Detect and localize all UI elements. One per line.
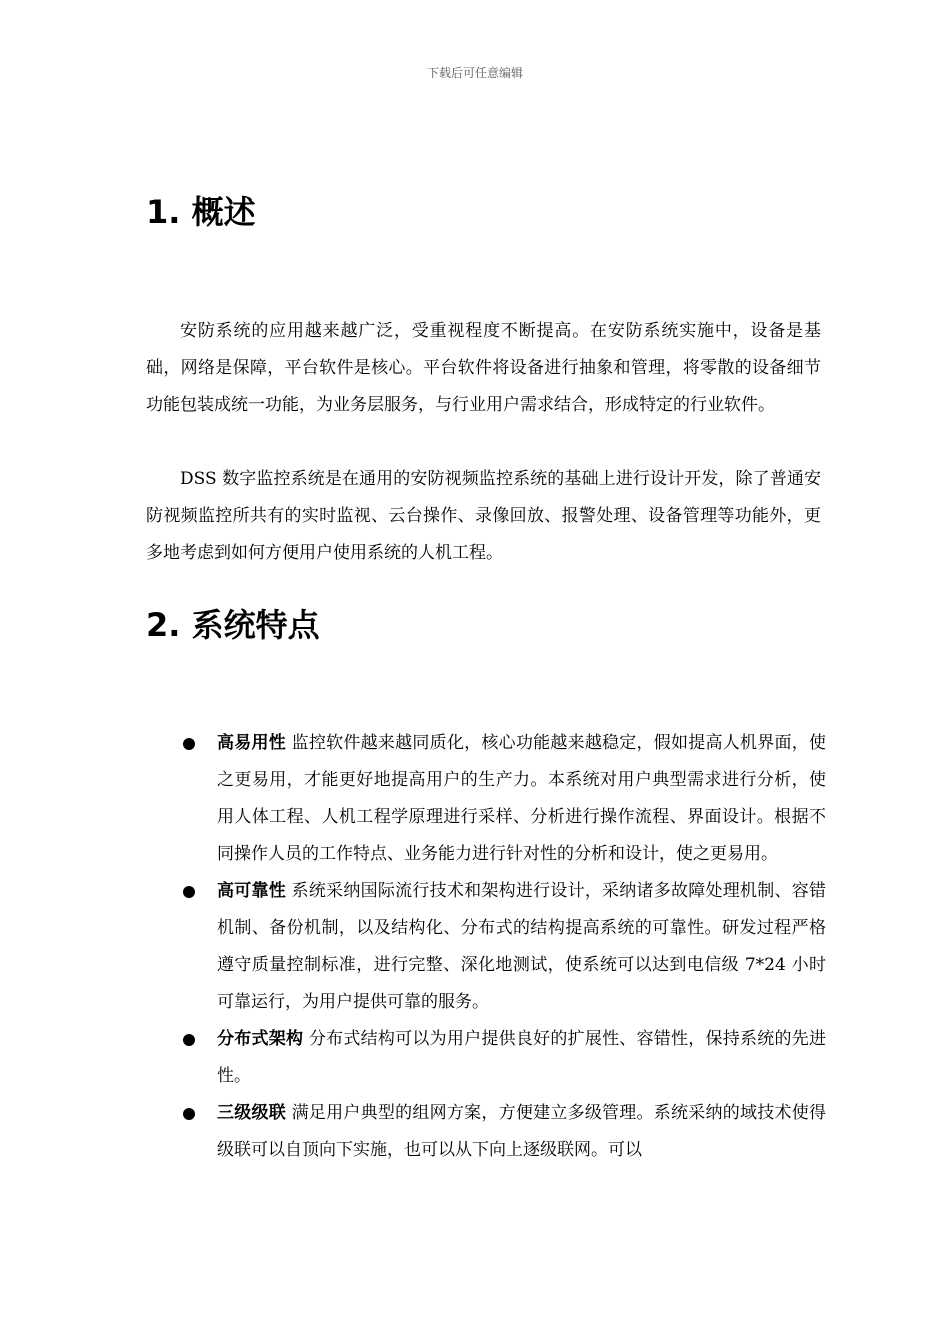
feature-text: 分布式结构可以为用户提供良好的扩展性、容错性，保持系统的先进性。 bbox=[217, 1029, 827, 1086]
feature-term: 三级级联 bbox=[217, 1103, 286, 1123]
section-1-title: 1. 概述 bbox=[146, 193, 256, 231]
feature-term: 分布式架构 bbox=[217, 1029, 304, 1049]
feature-item-usability bbox=[146, 725, 826, 873]
bullet-dot-icon bbox=[183, 886, 195, 898]
feature-item-reliability bbox=[146, 873, 826, 1021]
page-header: 下载后可任意编辑 bbox=[426, 66, 523, 80]
feature-item-cascade bbox=[146, 1095, 826, 1169]
feature-list bbox=[146, 725, 826, 1169]
section-2-title: 2. 系统特点 bbox=[146, 606, 320, 644]
feature-text: 监控软件越来越同质化，核心功能越来越稳定，假如提高人机界面，使之更易用，才能更好地提高用户的生产力。本系统对用户典型需求进行分析，使用人体工程、人机工程学原理进行采样、分析进行操作流程、界面设计。根据不同操作人员的工作特点、业务能力进行针对性的分析和设计，使之更易用。 bbox=[217, 733, 827, 864]
feature-text: 系统采纳国际流行技术和架构进行设计，采纳诸多故障处理机制、容错机制、备份机制，以及结构化、分布式的结构提高系统的可靠性。研发过程严格遵守质量控制标准，进行完整、深化地测试，使系统可以达到电信级 7*24 小时可靠运行，为用户提供可靠的服务。 bbox=[217, 881, 827, 1012]
feature-term: 高可靠性 bbox=[217, 881, 286, 901]
feature-item-distributed bbox=[146, 1021, 826, 1095]
bullet-dot-icon bbox=[183, 1108, 195, 1120]
overview-paragraph-1: 安防系统的应用越来越广泛，受重视程度不断提高。在安防系统实施中，设备是基础，网络是保障，平台软件是核心。平台软件将设备进行抽象和管理，将零散的设备细节功能包装成统一功能，为业务层服务，与行业用户需求结合，形成特定的行业软件。 bbox=[146, 321, 821, 415]
bullet-dot-icon bbox=[183, 1034, 195, 1046]
feature-term: 高易用性 bbox=[217, 733, 286, 753]
overview-paragraph-2: DSS 数字监控系统是在通用的安防视频监控系统的基础上进行设计开发，除了普通安防视频监控所共有的实时监视、云台操作、录像回放、报警处理、设备管理等功能外，更多地考虑到如何方便用户使用系统的人机工程。 bbox=[146, 469, 821, 563]
bullet-dot-icon bbox=[183, 738, 195, 750]
feature-text: 满足用户典型的组网方案，方便建立多级管理。系统采纳的域技术使得级联可以自顶向下实施，也可以从下向上逐级联网。可以 bbox=[217, 1103, 827, 1160]
